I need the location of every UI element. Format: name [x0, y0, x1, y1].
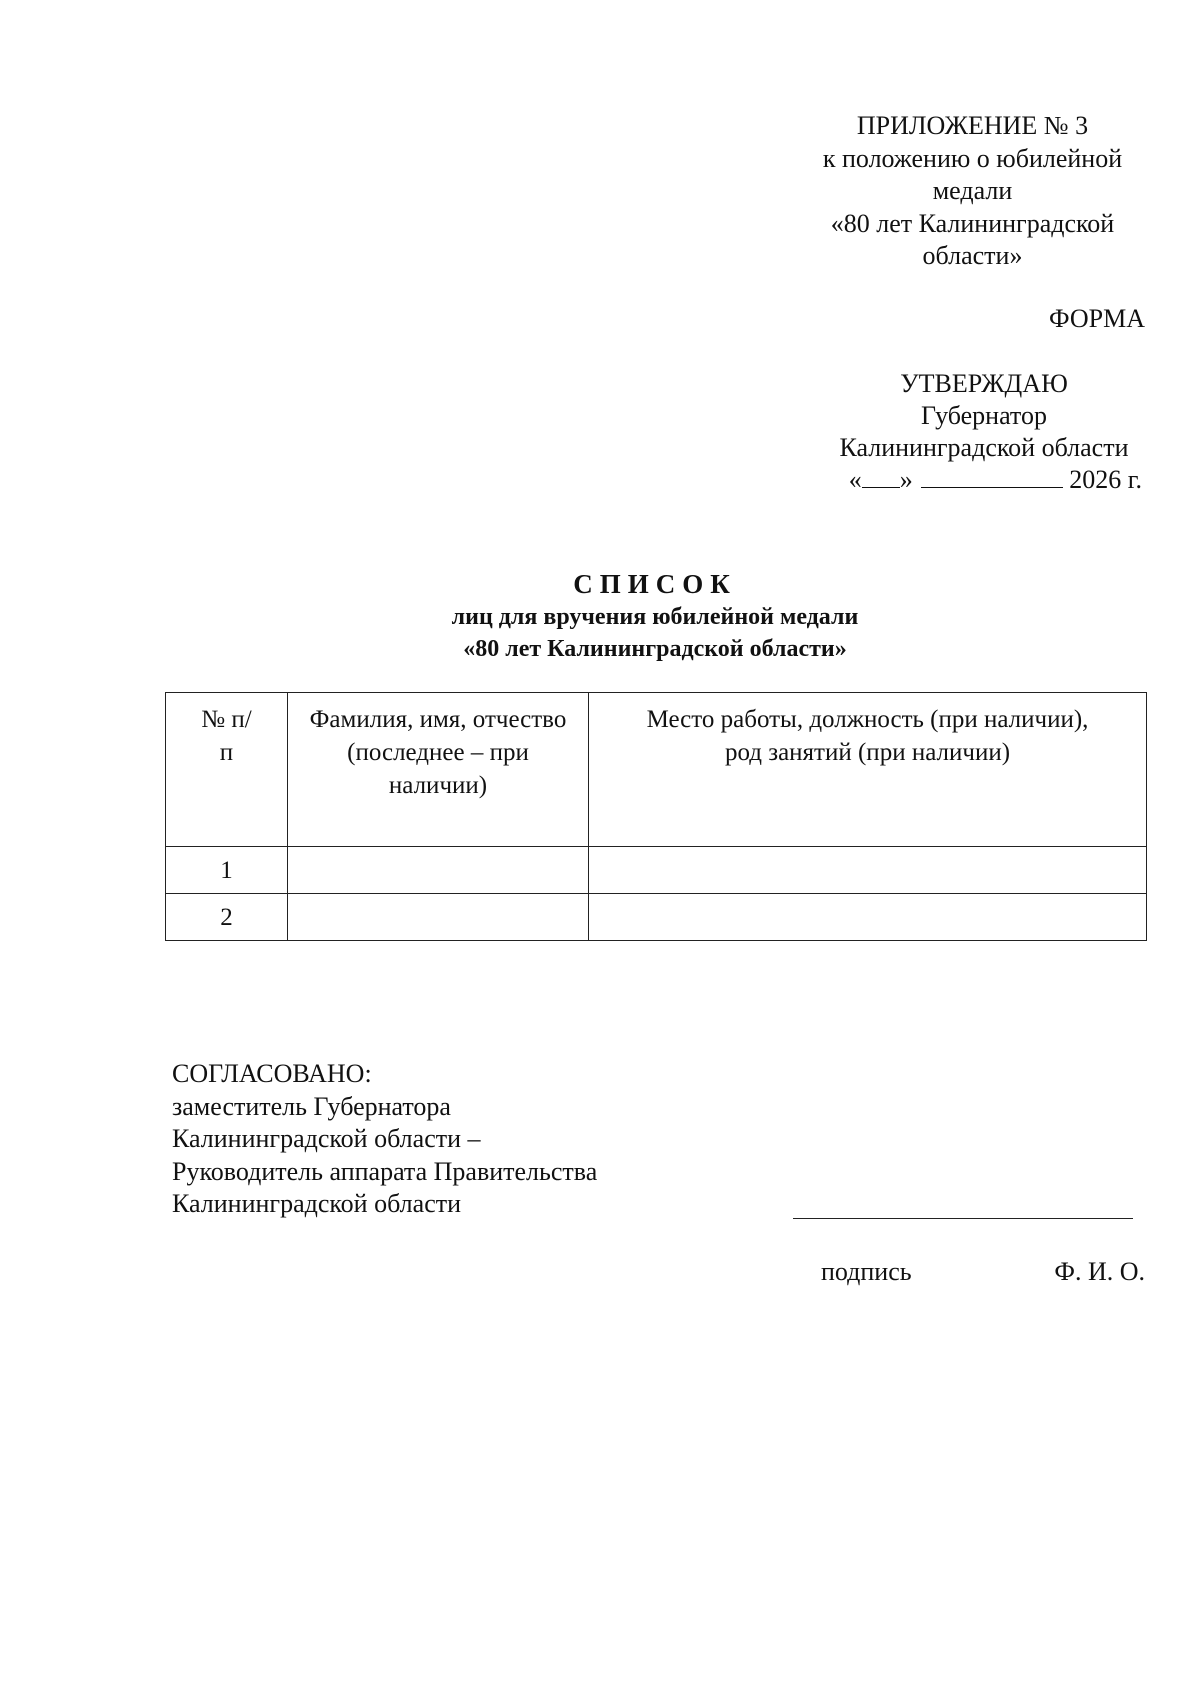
date-quote-close: »	[899, 465, 913, 494]
col-header-fullname: Фамилия, имя, отчество (последнее – при наличии)	[288, 693, 589, 847]
document-title: СПИСОК	[573, 569, 737, 599]
col-header-workplace: Место работы, должность (при наличии), род занятий (при наличии)	[589, 693, 1147, 847]
agreed-block	[172, 1058, 597, 1221]
approval-block	[818, 368, 1150, 496]
approval-date-line	[818, 464, 1150, 496]
appendix-line: «80 лет Калининградской	[830, 208, 1115, 238]
approval-title: УТВЕРЖДАЮ	[900, 369, 1068, 398]
appendix-line: медали	[932, 176, 1013, 205]
document-subtitle: «80 лет Калининградской области»	[463, 636, 847, 662]
approval-year: 2026 г.	[1069, 465, 1142, 494]
agreed-line: Калининградской области –	[172, 1124, 481, 1153]
appendix-line: ПРИЛОЖЕНИЕ № 3	[856, 111, 1089, 140]
agreed-line: СОГЛАСОВАНО:	[172, 1059, 372, 1088]
appendix-line: к положению о юбилейной	[822, 143, 1123, 173]
col-header-number: № п/п	[166, 693, 288, 847]
row-number-cell: 1	[166, 847, 288, 894]
signature-line	[793, 1217, 1133, 1219]
document-subtitle: лиц для вручения юбилейной медали	[451, 604, 859, 630]
fullname-cell	[288, 894, 589, 941]
form-label: ФОРМА	[1049, 304, 1145, 333]
agreed-line: Руководитель аппарата Правительства	[172, 1156, 598, 1186]
date-quote-open: «	[848, 465, 862, 494]
approval-position: Губернатор	[921, 401, 1047, 430]
table-row	[166, 847, 1147, 894]
fullname-cell	[288, 847, 589, 894]
table-header-row	[166, 693, 1147, 847]
agreed-line: Калининградской области	[172, 1189, 462, 1218]
document-heading	[0, 567, 1200, 665]
day-blank	[862, 465, 900, 488]
table-row	[166, 894, 1147, 941]
name-label: Ф. И. О.	[1054, 1257, 1145, 1286]
workplace-cell	[589, 847, 1147, 894]
approval-region: Калининградской области	[839, 433, 1129, 462]
signature-label: подпись	[821, 1257, 912, 1286]
row-number-cell: 2	[166, 894, 288, 941]
appendix-reference	[800, 110, 1145, 273]
month-blank	[921, 465, 1063, 488]
appendix-line: области»	[922, 241, 1023, 270]
workplace-cell	[589, 894, 1147, 941]
agreed-line: заместитель Губернатора	[172, 1091, 451, 1121]
recipients-table	[165, 692, 1147, 941]
